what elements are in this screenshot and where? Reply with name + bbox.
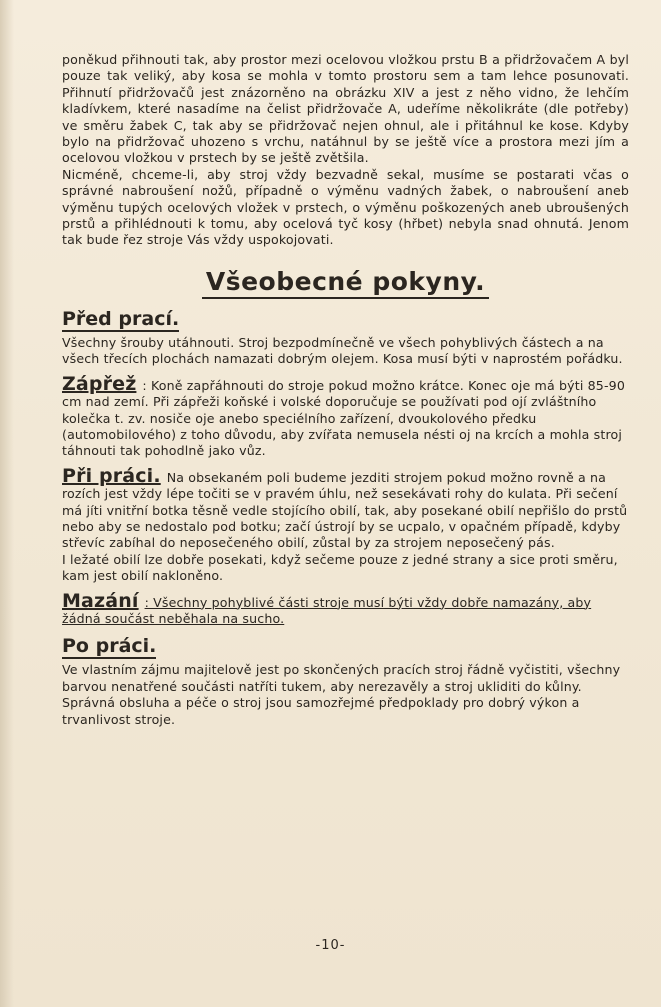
- section-text-during-work: Na obsekaném poli budeme jezditi strojem pokud možno rovně a na rozích jest vždy lépe točiti se v pravém úhlu, než sesekávati rohy do kulata. Při sečení má jíti vnitřní botka těsně vedle stojícího obilí, tak, aby posekané obilí nepřišlo do prstů nebo aby se nedostalo pod botku; začí ústrojí by se ucpalo, v opačném případě, kdyby střevíc zabíhal do neposečeného obilí, zůstal by za strojem neposečený pás.: [62, 469, 628, 551]
- section-text-during-work-2: I ležaté obilí lze dobře posekati, když sečeme pouze z jedné strany a sice proti směru, kam jest obilí nakloněno.: [62, 551, 618, 584]
- section-after-work: [62, 635, 629, 728]
- intro-paragraph-1: poněkud přihnouti tak, aby prostor mezi ocelovou vložkou prstu B a přidržovačem A byl pouze tak veliký, aby kosa se mohla v tomto prostoru sem a tam lehce posunovati. Přihnutí přidržovačů jest znázorněno na obrázku XIV a jest z něho vidno, že lehčím kladívkem, které nasadíme na čelist přidržovače A, udeříme několikráte (dle potřeby) ve směru žabek C, tak aby se přidržovač nejen ohnul, ale i přitáhnul ke kose. Kdyby bylo na přidržovač uhozeno s vrchu, natáhnul by se ještě více a prostora mezi jím a ocelovou vložkou v prstech by se ještě zvětšila.: [62, 52, 629, 166]
- section-during-work: [62, 464, 629, 585]
- section-text-lubrication: : Všechny pohyblivé části stroje musí býti vždy dobře namazány, aby žádná součást neběhala na sucho.: [62, 594, 592, 626]
- section-harness: [62, 372, 629, 460]
- section-lubrication: [62, 589, 629, 628]
- section-text-harness: : Koně zapřáhnouti do stroje pokud možno krátce. Konec oje má býti 85-90 cm nad zemí. Při zápřeži koňské i volské doporučuje se používati pod ojí zvláštního kolečka t. zv. nosiče oje anebo speciélního zařízení, dvoukolového předku (automobilového) z toho důvodu, aby zvířata nemusela nésti oj na krcích a mohla stroj táhnouti tak pohodlně jako vůz.: [62, 377, 625, 459]
- intro-section: [62, 52, 629, 249]
- section-heading: [62, 267, 629, 296]
- intro-paragraph-2: Nicméně, chceme-li, aby stroj vždy bezvadně sekal, musíme se postarati včas o správné nabroušení nožů, případně o výměnu vadných žabek, o nabroušení aneb výměnu tupých ocelových vložek v prstech, o výměnu poškozených aneb ubroušených prstů a přihlédnouti k tomu, aby ocelová tyč kosy (hřbet) nebyla snad ohnutá. Jenom tak bude řez stroje Vás vždy uspokojovati.: [62, 166, 629, 248]
- section-title-lubrication: Mazání: [62, 589, 139, 612]
- section-title-harness: Zápřež: [62, 372, 137, 395]
- section-title-before-work: Před prací.: [62, 307, 180, 330]
- section-text-after-work: Ve vlastním zájmu majitelově jest po skončených pracích stroj řádně vyčistiti, všechny barvou nenatřené součásti natříti tukem, aby nerezavěly a stroj ukliditi do kůlny. Správná obsluha a péče o stroj jsou samozřejmé předpoklady pro dobrý výkon a trvanlivost stroje.: [62, 662, 621, 727]
- section-title-during-work: Při práci.: [62, 464, 161, 487]
- section-text-before-work: Všechny šrouby utáhnouti. Stroj bezpodmínečně ve všech pohyblivých částech a na všech třecích plochách namazati dobrým olejem. Kosa musí býti v naprostém pořádku.: [62, 334, 623, 367]
- section-title-after-work: Po práci.: [62, 635, 157, 658]
- heading-text: Všeobecné pokyny.: [202, 267, 489, 299]
- section-before-work: [62, 308, 629, 368]
- page-number: -10-: [315, 938, 346, 953]
